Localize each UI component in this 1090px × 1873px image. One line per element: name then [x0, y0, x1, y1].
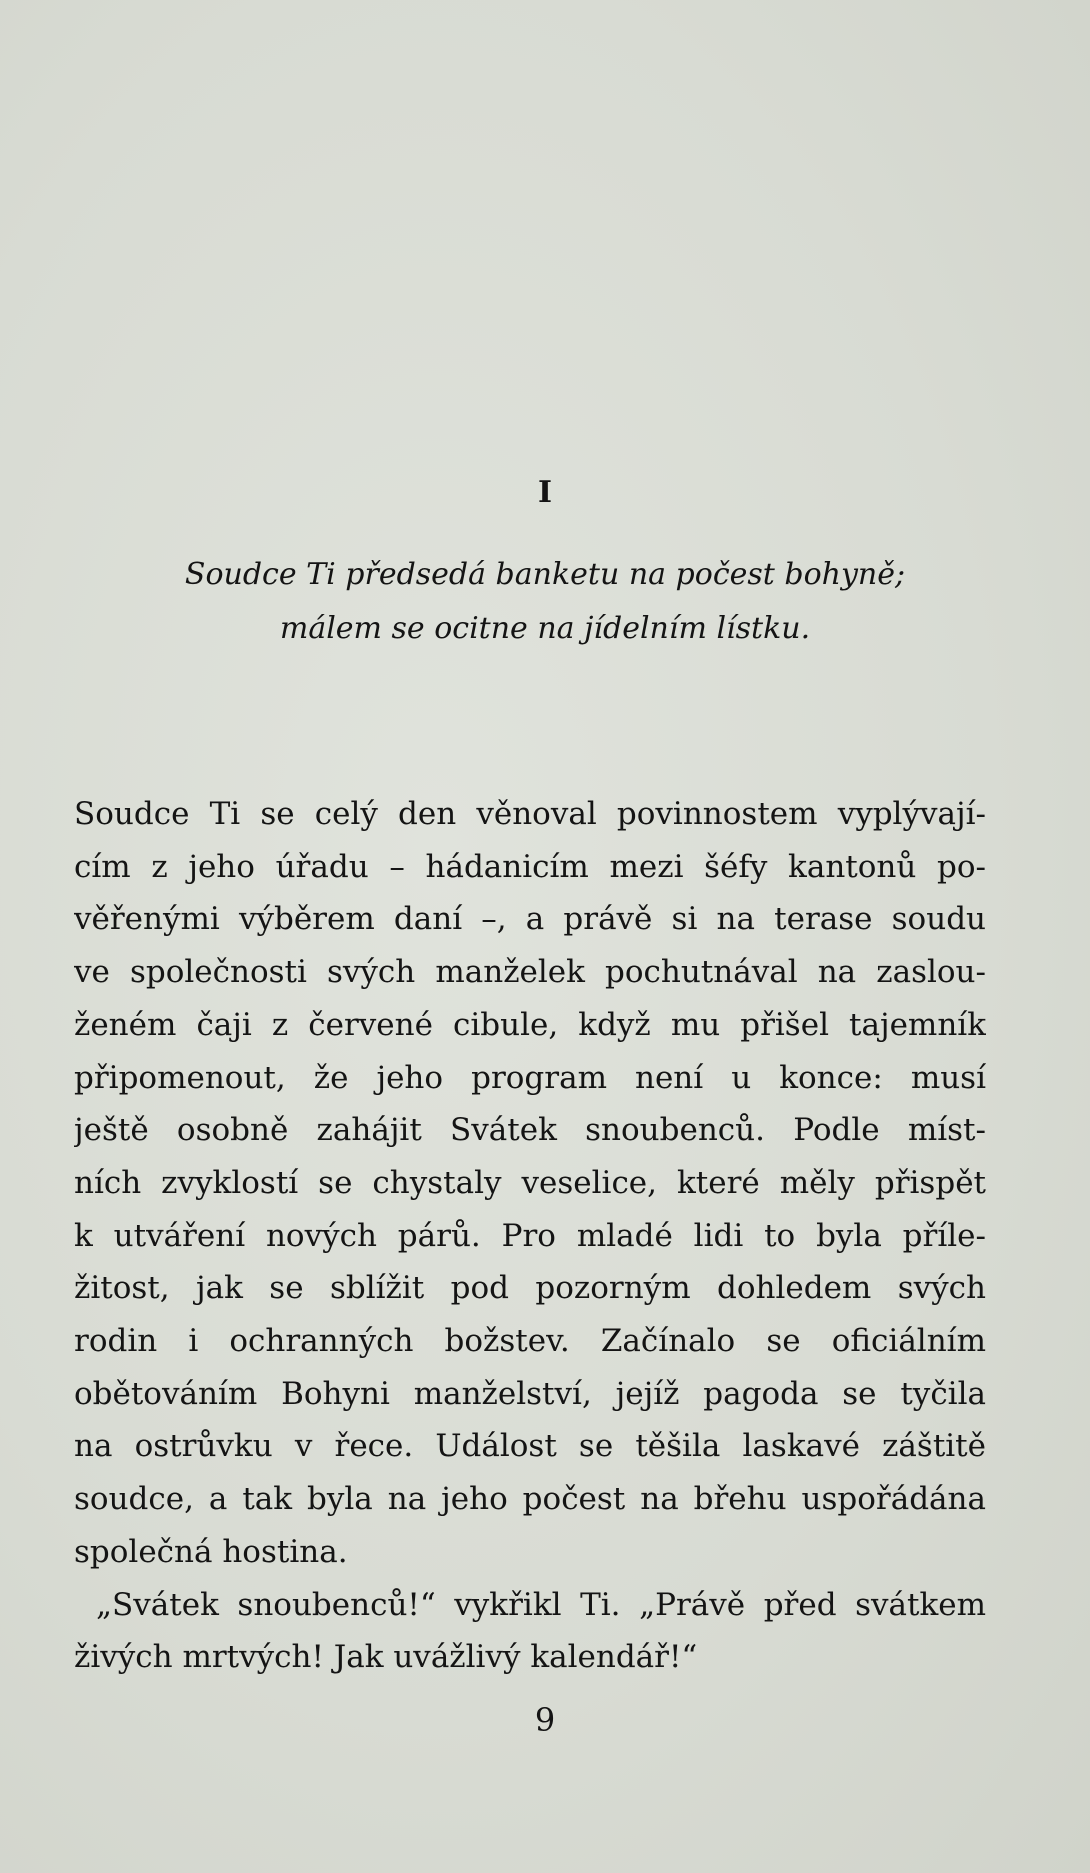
text-line: ve společnosti svých manželek pochutnával na zaslou- [74, 954, 986, 991]
subtitle-line: málem se ocitne na jídelním lístku. [279, 611, 811, 646]
paragraph [74, 788, 986, 1579]
text-line: cím z jeho úřadu – hádanicím mezi šéfy kantonů po- [74, 848, 986, 885]
chapter-subtitle [110, 548, 980, 656]
text-line: rodin i ochranných božstev. Začínalo se oficiálním [74, 1323, 986, 1360]
text-line: žitost, jak se sblížit pod pozorným dohledem svých [74, 1270, 986, 1307]
text-line: společná hostina. [74, 1533, 348, 1570]
text-line: věřenými výběrem daní –, a právě si na terase soudu [74, 901, 986, 938]
text-line: ních zvyklostí se chystaly veselice, které měly přispět [74, 1164, 986, 1201]
text-line: Soudce Ti se celý den věnoval povinnostem vyplývají- [74, 796, 986, 832]
text-line: obětováním Bohyni manželství, jejíž pagoda se tyčila [74, 1375, 986, 1412]
text-line: ještě osobně zahájit Svátek snoubenců. Podle míst- [74, 1112, 986, 1149]
text-line: soudce, a tak byla na jeho počest na břehu uspořádána [74, 1481, 986, 1518]
text-line: ženém čaji z červené cibule, když mu přišel tajemník [74, 1006, 986, 1043]
subtitle-line: Soudce Ti předsedá banketu na počest bohyně; [184, 557, 906, 592]
text-line: připomenout, že jeho program není u konce: musí [74, 1059, 986, 1096]
paragraph [74, 1579, 986, 1684]
text-line: na ostrůvku v řece. Událost se těšila laskavé záštitě [74, 1428, 986, 1465]
text-line: živých mrtvých! Jak uvážlivý kalendář!“ [74, 1639, 698, 1676]
chapter-number: I [537, 475, 553, 510]
text-line: „Svátek snoubenců!“ vykřikl Ti. „Právě před svátkem [96, 1586, 986, 1623]
text-line: k utváření nových párů. Pro mladé lidi to byla příle- [74, 1217, 986, 1254]
body-text [74, 788, 986, 1684]
page-number: 9 [534, 1701, 556, 1739]
